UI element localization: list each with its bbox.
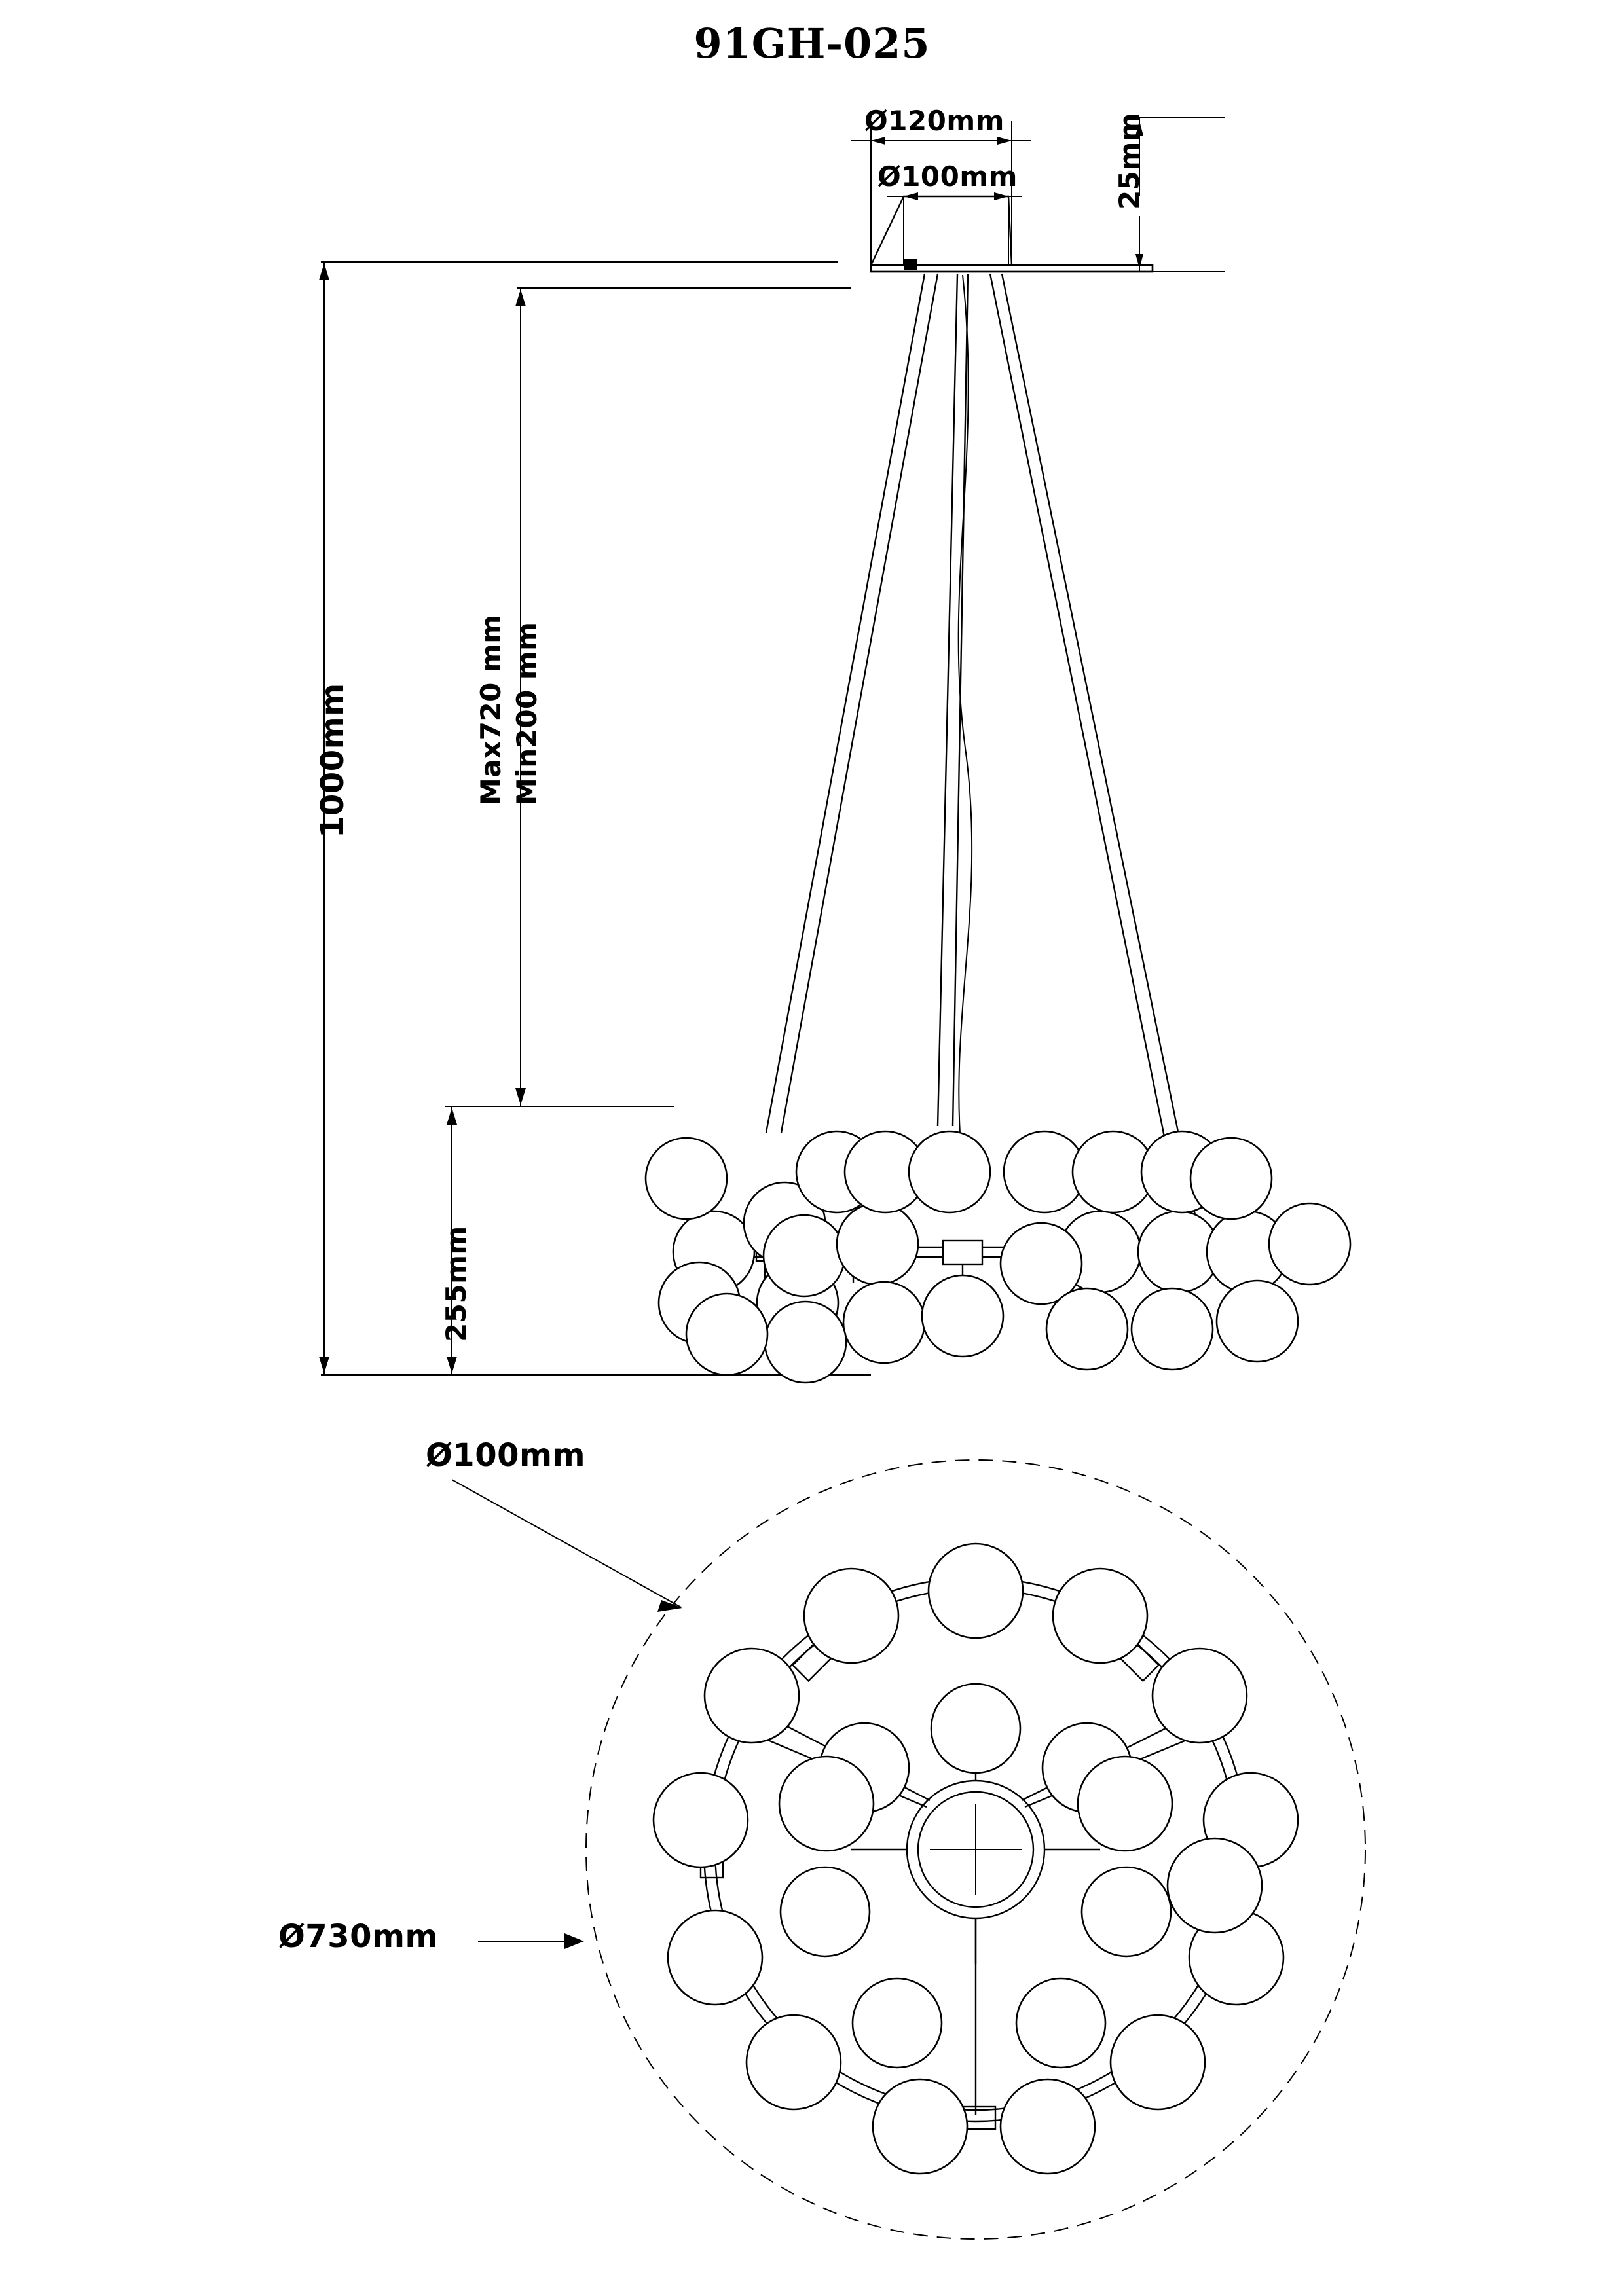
dim-body-height: 255mm xyxy=(440,1226,472,1342)
dim-suspension-max: Max720 mm xyxy=(475,614,507,805)
dim-suspension-min: Min200 mm xyxy=(511,621,543,805)
dim-canopy-inner-diameter: Ø100mm xyxy=(877,160,1018,192)
dim-globe-diameter: Ø100mm xyxy=(426,1437,586,1474)
dim-overall-diameter: Ø730mm xyxy=(278,1918,439,1955)
page-title: 91GH-025 xyxy=(693,20,931,67)
dim-canopy-height: 25mm xyxy=(1113,113,1145,210)
dim-canopy-outer-diameter: Ø120mm xyxy=(864,105,1005,137)
dim-total-height: 1000mm xyxy=(314,683,351,838)
